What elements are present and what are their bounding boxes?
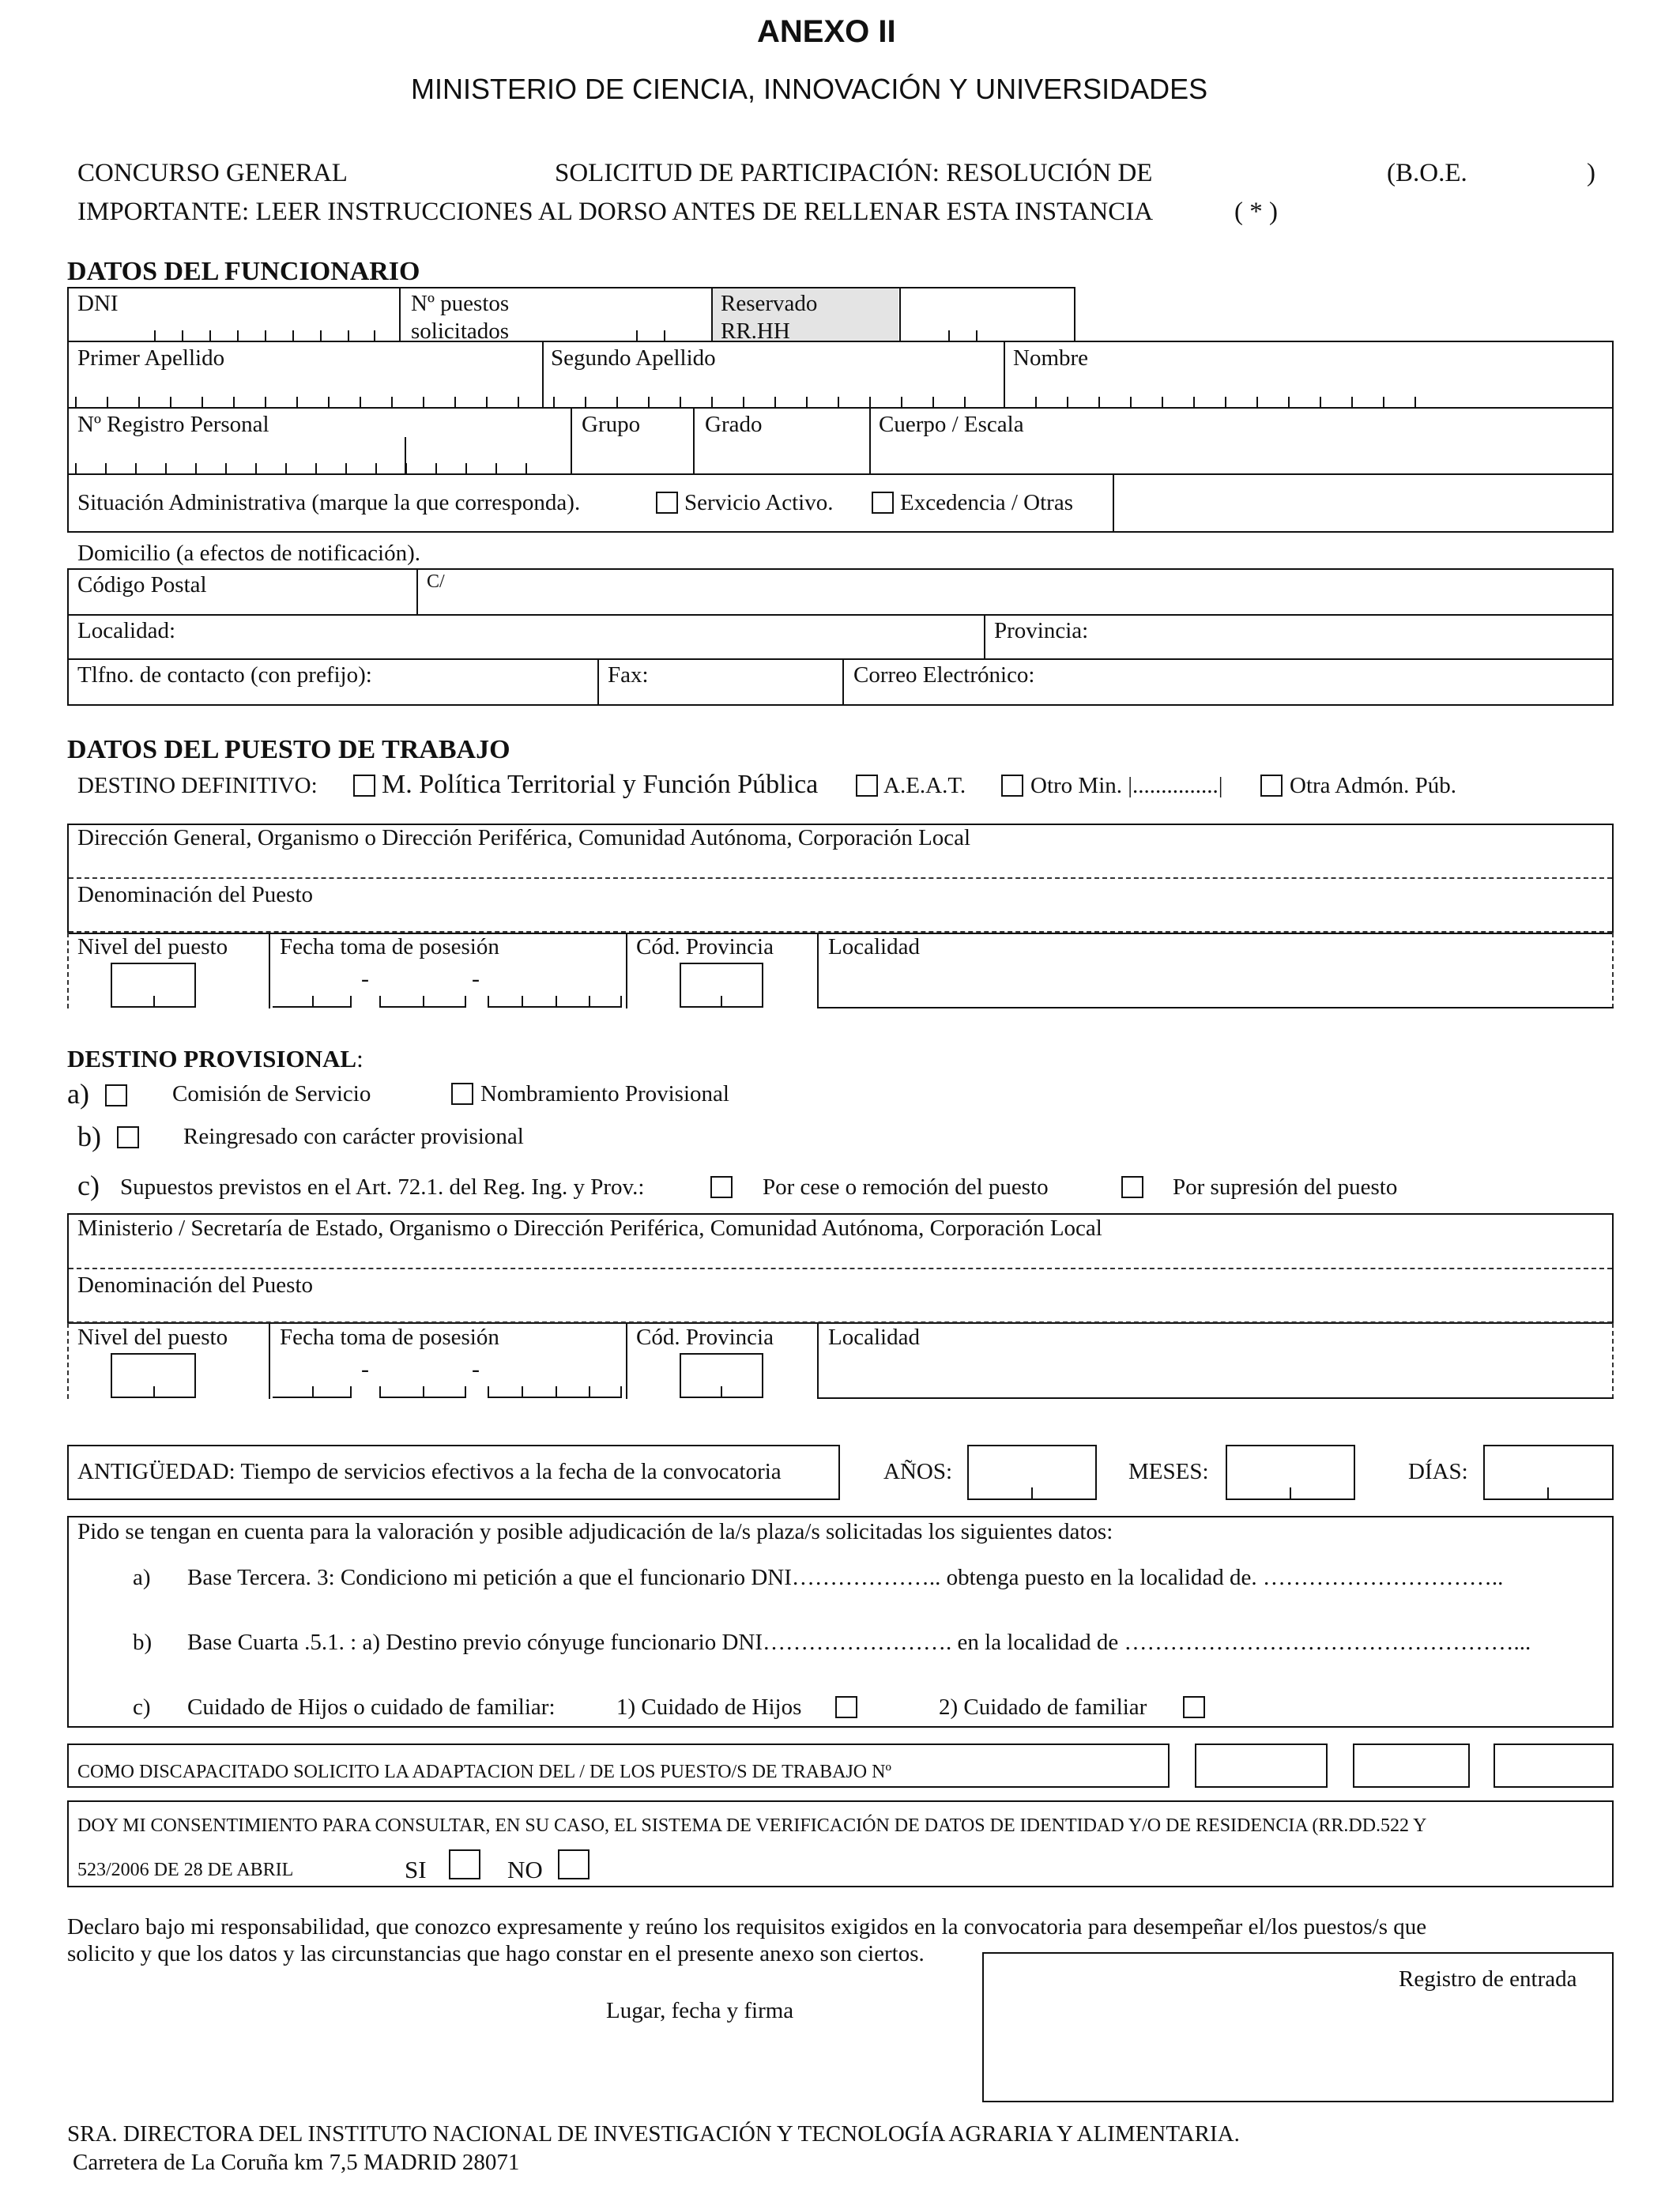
localidad-provisional-label[interactable]: Localidad [828,1325,920,1350]
boe-label: (B.O.E. [1387,159,1467,187]
calle-label: C/ [427,571,445,592]
nivel-label: Nivel del puesto [77,934,228,959]
declaracion-line1: Declaro bajo mi responsabilidad, que conozco expresamente y reúno los requisitos exigidos en la convocatoria para desempeñar el/los puestos/s que [67,1914,1427,1940]
valoracion-c-text: Cuidado de Hijos o cuidado de familiar: [187,1695,556,1720]
correo-label[interactable]: Correo Electrónico: [853,662,1035,688]
calle-input[interactable] [419,571,1610,613]
reservado-label-2: RR.HH [721,319,790,344]
cuidado-familiar-label: 2) Cuidado de familiar [939,1695,1147,1720]
fecha-toma-label: Fecha toma de posesión [280,934,499,959]
primer-apellido-input[interactable] [75,397,537,408]
nombre-label: Nombre [1013,345,1089,371]
provisional-colon: : [356,1045,363,1072]
fecha-dash-2: - [472,966,480,992]
importante-label: IMPORTANTE: LEER INSTRUCCIONES AL DORSO ANTES DE RELLENAR ESTA INSTANCIA [77,198,1154,226]
reservado-input[interactable] [948,330,1004,341]
page-title: ANEXO II [757,14,896,49]
footer-direccion: Carretera de La Coruña km 7,5 MADRID 28071 [73,2150,520,2175]
reservado-label-1: Reservado [721,291,818,316]
fecha-provisional-dash-1: - [361,1356,369,1382]
footer-destinatario: SRA. DIRECTORA DEL INSTITUTO NACIONAL DE INVESTIGACIÓN Y TECNOLOGÍA AGRARIA Y ALIMENTARIA. [67,2121,1240,2147]
fecha-toma-provisional-label: Fecha toma de posesión [280,1325,499,1350]
registro-label: Nº Registro Personal [77,412,269,437]
no-label: NO [507,1856,543,1883]
valoracion-a-text[interactable]: Base Tercera. 3: Condiciono mi petición a que el funcionario DNI……………….. obtenga puesto en la localidad de. ………………………….. [187,1565,1504,1590]
registro-entrada-label: Registro de entrada [1399,1966,1577,1992]
excedencia-label: Excedencia / Otras [900,490,1074,515]
otro-min-checkbox[interactable] [1001,775,1023,797]
ministry-title: MINISTERIO DE CIENCIA, INNOVACIÓN Y UNIVERSIDADES [411,73,1208,105]
provisional-b-label: b) [77,1121,101,1152]
cuidado-hijos-checkbox[interactable] [835,1696,857,1718]
segundo-apellido-input[interactable] [553,397,1000,408]
nombramiento-provisional-label: Nombramiento Provisional [480,1081,729,1106]
valoracion-a-label: a) [133,1565,151,1590]
codigo-postal-label: Código Postal [77,572,207,598]
denominacion-label[interactable]: Denominación del Puesto [77,882,314,907]
cuidado-familiar-checkbox[interactable] [1183,1696,1205,1718]
solicitud-label: SOLICITUD DE PARTICIPACIÓN: RESOLUCIÓN DE [555,159,1153,187]
por-cese-label: Por cese o remoción del puesto [763,1174,1049,1200]
dias-label: DÍAS: [1408,1459,1468,1484]
supuestos-label: Supuestos previstos en el Art. 72.1. del Reg. Ing. y Prov.: [120,1174,645,1200]
por-cese-checkbox[interactable] [710,1176,733,1198]
puestos-label-2: solicitados [411,319,510,344]
fecha-toma-provisional-input[interactable] [273,1355,624,1398]
nombre-input[interactable] [1035,397,1430,408]
valoracion-b-label: b) [133,1630,153,1655]
puesto-adaptacion-input-2[interactable] [1353,1744,1470,1788]
provisional-a-label: a) [67,1078,89,1110]
reingresado-label: Reingresado con carácter provisional [183,1124,524,1149]
localidad-label[interactable]: Localidad: [77,618,176,643]
politica-territorial-label: M. Política Territorial y Función Pública [382,770,819,799]
aeat-checkbox[interactable] [856,775,878,797]
situacion-label: Situación Administrativa (marque la que corresponda). [77,490,581,515]
puestos-input[interactable] [636,330,691,341]
fax-label[interactable]: Fax: [608,662,649,688]
denominacion-provisional-label[interactable]: Denominación del Puesto [77,1272,314,1298]
cod-provincia-label: Cód. Provincia [636,934,774,959]
destino-definitivo-label: DESTINO DEFINITIVO: [77,773,318,798]
otra-admon-checkbox[interactable] [1260,775,1283,797]
provisional-title: DESTINO PROVISIONAL [67,1045,357,1072]
fecha-provisional-dash-2: - [472,1356,480,1382]
servicio-activo-label: Servicio Activo. [684,490,834,515]
por-supresion-checkbox[interactable] [1121,1176,1143,1198]
ministerio-provisional-label[interactable]: Ministerio / Secretaría de Estado, Organismo o Dirección Periférica, Comunidad Autónoma, Corporación Local [77,1216,1102,1241]
localidad-puesto-label[interactable]: Localidad [828,934,920,959]
reingresado-checkbox[interactable] [117,1126,139,1148]
grado-label: Grado [705,412,763,437]
cuidado-hijos-label: 1) Cuidado de Hijos [616,1695,802,1720]
boe-close: ) [1587,159,1595,187]
registro-input[interactable] [75,463,565,474]
valoracion-c-label: c) [133,1695,151,1720]
dni-input[interactable] [154,330,375,341]
puesto-section-title: DATOS DEL PUESTO DE TRABAJO [67,735,510,764]
grupo-label: Grupo [582,412,641,437]
nivel-provisional-label: Nivel del puesto [77,1325,228,1350]
localidad-row [67,614,1614,660]
puesto-adaptacion-input-1[interactable] [1195,1744,1328,1788]
consentimiento-line2: 523/2006 DE 28 DE ABRIL [77,1860,294,1880]
segundo-apellido-label: Segundo Apellido [551,345,716,371]
valoracion-intro: Pido se tengan en cuenta para la valoración y posible adjudicación de la/s plaza/s solicitadas los siguientes datos: [77,1519,1113,1544]
funcionario-section-title: DATOS DEL FUNCIONARIO [67,257,420,286]
meses-label: MESES: [1128,1459,1209,1484]
nombramiento-provisional-checkbox[interactable] [451,1083,473,1105]
concurso-label: CONCURSO GENERAL [77,159,348,187]
provisional-c-label: c) [77,1170,100,1201]
fecha-toma-input[interactable] [273,964,624,1008]
excedencia-checkbox[interactable] [872,492,894,514]
domicilio-label: Domicilio (a efectos de notificación). [77,541,421,566]
valoracion-b-text[interactable]: Base Cuarta .5.1. : a) Destino previo cónyuge funcionario DNI……………………. en la localidad de ……………………………………………... [187,1630,1531,1655]
discapacitado-text: COMO DISCAPACITADO SOLICITO LA ADAPTACION DEL / DE LOS PUESTO/S DE TRABAJO Nº [77,1762,891,1782]
declaracion-line2: solicito y que los datos y las circunstancias que hago constar en el presente anexo son ciertos. [67,1941,925,1966]
comision-servicio-checkbox[interactable] [105,1084,127,1106]
primer-apellido-label: Primer Apellido [77,345,225,371]
fecha-dash-1: - [361,966,369,992]
por-supresion-label: Por supresión del puesto [1173,1174,1398,1200]
no-checkbox[interactable] [558,1849,590,1879]
aeat-label: A.E.A.T. [883,773,966,798]
servicio-activo-checkbox[interactable] [656,492,678,514]
politica-territorial-checkbox[interactable] [353,775,375,797]
puestos-label-1: Nº puestos [411,291,510,316]
consentimiento-box [67,1800,1614,1887]
direccion-general-label[interactable]: Dirección General, Organismo o Dirección Periférica, Comunidad Autónoma, Corporación Local [77,825,971,850]
asterisk-note: ( * ) [1234,198,1278,226]
telefono-label[interactable]: Tlfno. de contacto (con prefijo): [77,662,372,688]
antiguedad-label: ANTIGÜEDAD: Tiempo de servicios efectivos a la fecha de la convocatoria [77,1459,782,1484]
dni-label: DNI [77,291,119,316]
otro-min-label: Otro Min. |...............| [1030,773,1223,798]
cod-provincia-provisional-label: Cód. Provincia [636,1325,774,1350]
consentimiento-line1: DOY MI CONSENTIMIENTO PARA CONSULTAR, EN SU CASO, EL SISTEMA DE VERIFICACIÓN DE DATOS DE IDENTIDAD Y/O DE RESIDENCIA (RR.DD.522 Y [77,1815,1427,1836]
otra-admon-label: Otra Admón. Púb. [1290,773,1457,798]
anios-label: AÑOS: [883,1459,953,1484]
si-checkbox[interactable] [449,1849,480,1879]
si-label: SI [405,1856,427,1883]
comision-servicio-label: Comisión de Servicio [172,1081,371,1106]
provincia-label[interactable]: Provincia: [994,618,1089,643]
lugar-fecha-firma: Lugar, fecha y firma [606,1998,794,2023]
puesto-adaptacion-input-3[interactable] [1494,1744,1614,1788]
cuerpo-label: Cuerpo / Escala [879,412,1024,437]
